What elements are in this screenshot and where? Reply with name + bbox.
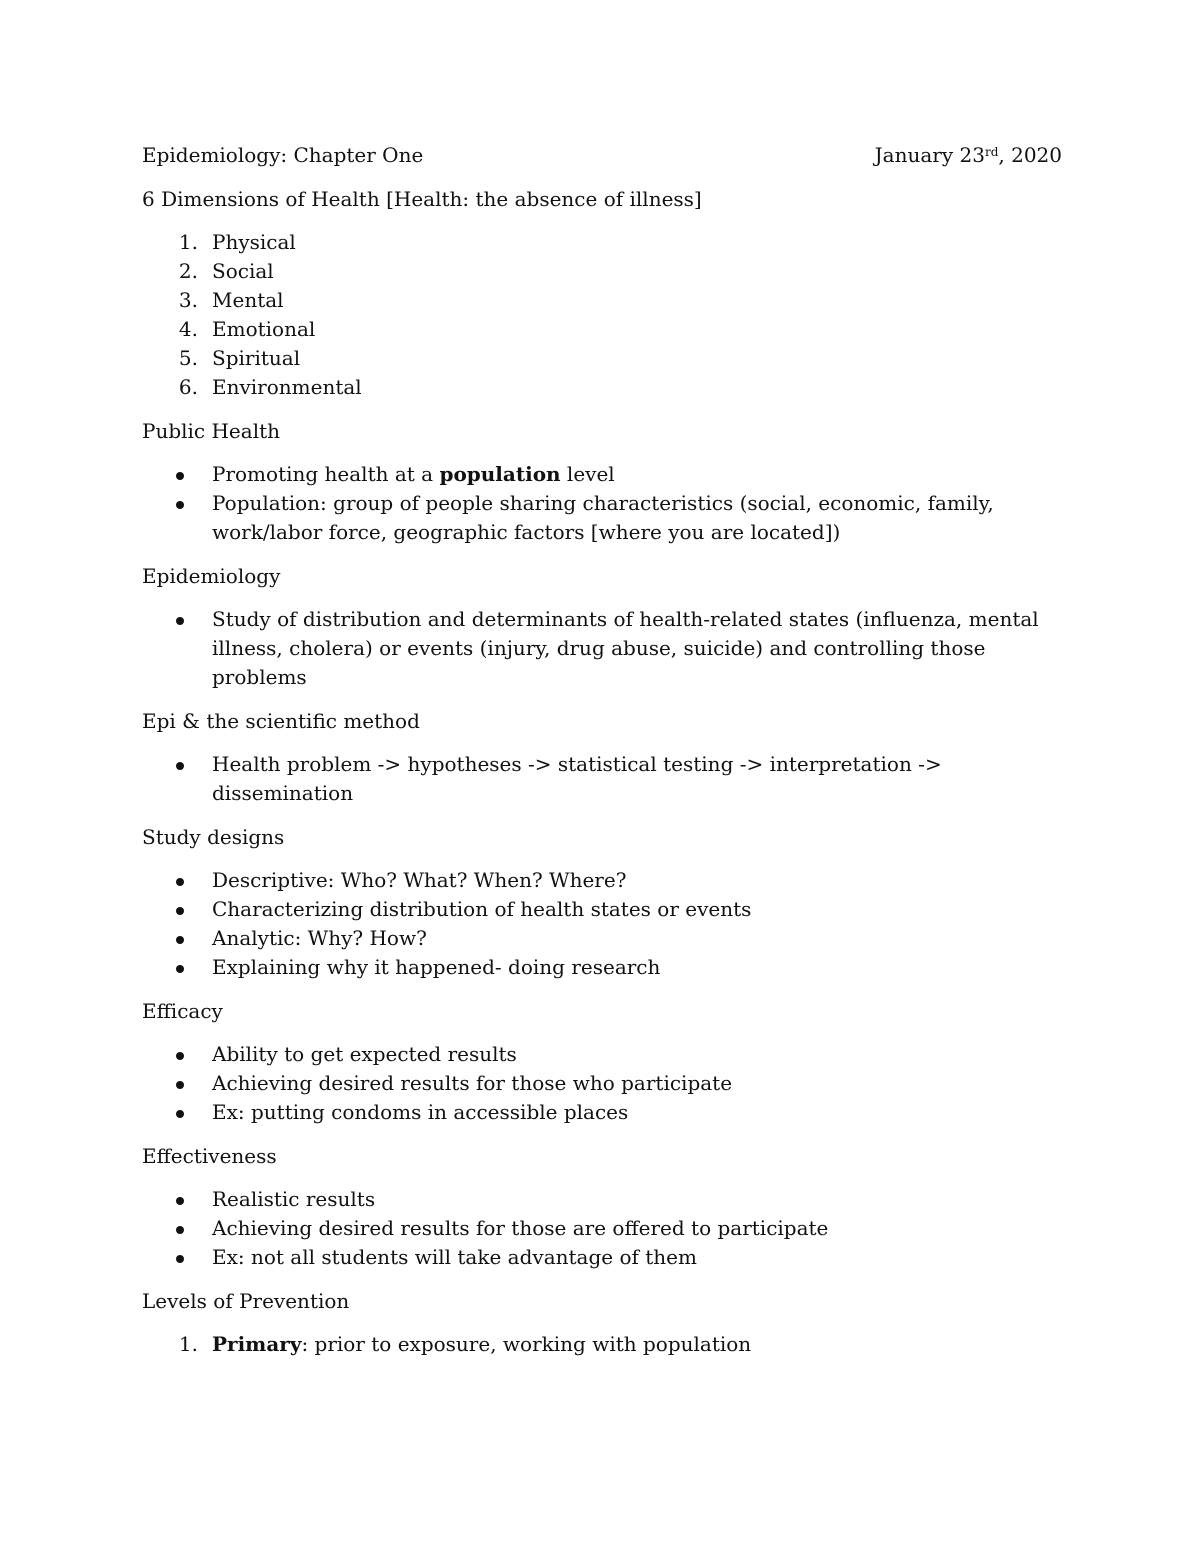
- list-item-text: Spiritual: [212, 346, 301, 370]
- section-heading-public-health: Public Health: [142, 419, 281, 443]
- list-number: 6.: [178, 375, 198, 399]
- document-title: Epidemiology: Chapter One: [142, 143, 424, 167]
- bullet-icon: [176, 1197, 184, 1205]
- bullet-icon: [176, 1255, 184, 1263]
- list-number: 2.: [178, 259, 198, 283]
- list-item: [142, 1185, 1062, 1214]
- bullet-icon: [176, 1226, 184, 1234]
- document-page: [142, 140, 1062, 1373]
- bullet-icon: [176, 1110, 184, 1118]
- list-item: [142, 286, 1062, 315]
- list-item-text: Population: group of people sharing characteristics (social, economic, family, work/labor force, geographic factors [where you are located]): [212, 491, 994, 544]
- public-health-list: [142, 460, 1062, 547]
- list-item: [142, 1243, 1062, 1272]
- section-heading-study-designs: Study designs: [142, 825, 285, 849]
- bullet-icon: [176, 878, 184, 886]
- date-main: January 23: [874, 143, 985, 167]
- section-heading-effectiveness: Effectiveness: [142, 1144, 277, 1168]
- bullet-icon: [176, 907, 184, 915]
- list-item-text: Descriptive: Who? What? When? Where?: [212, 868, 627, 892]
- list-item: [142, 373, 1062, 402]
- section-heading-scientific-method: Epi & the scientific method: [142, 709, 420, 733]
- document-date: [875, 140, 1062, 170]
- list-item-text: Achieving desired results for those are offered to participate: [212, 1216, 829, 1240]
- list-item: [142, 257, 1062, 286]
- list-item: [142, 1214, 1062, 1243]
- list-item: [142, 1098, 1062, 1127]
- document-header: [142, 140, 1062, 170]
- list-number: 4.: [178, 317, 198, 341]
- section-heading-epidemiology: Epidemiology: [142, 564, 281, 588]
- list-item-text: Analytic: Why? How?: [212, 926, 427, 950]
- prevention-list: [142, 1330, 1062, 1359]
- bullet-icon: [176, 936, 184, 944]
- list-item: [142, 1330, 1062, 1359]
- date-tail: , 2020: [998, 143, 1062, 167]
- efficacy-list: [142, 1040, 1062, 1127]
- list-number: 5.: [178, 346, 198, 370]
- list-item-text: Ex: putting condoms in accessible places: [212, 1100, 629, 1124]
- list-item: [142, 605, 1062, 692]
- list-item: [142, 866, 1062, 895]
- bold-term: Primary: [212, 1332, 302, 1356]
- section-heading-dimensions: 6 Dimensions of Health [Health: the absence of illness]: [142, 187, 702, 211]
- list-item: [142, 1069, 1062, 1098]
- list-item: [142, 460, 1062, 489]
- list-item-text: Mental: [212, 288, 284, 312]
- dimensions-list: [142, 228, 1062, 402]
- list-item-text: Social: [212, 259, 274, 283]
- effectiveness-list: [142, 1185, 1062, 1272]
- list-item: [142, 228, 1062, 257]
- list-item: [142, 895, 1062, 924]
- bullet-icon: [176, 1052, 184, 1060]
- study-designs-list: [142, 866, 1062, 982]
- list-item-text: : prior to exposure, working with population: [301, 1332, 752, 1356]
- list-item-text: Explaining why it happened- doing research: [212, 955, 661, 979]
- list-number: 1.: [178, 1332, 198, 1356]
- list-item-text: Ability to get expected results: [212, 1042, 517, 1066]
- bullet-icon: [176, 501, 184, 509]
- list-item-text: Ex: not all students will take advantage of them: [212, 1245, 697, 1269]
- bullet-icon: [176, 762, 184, 770]
- list-item-text: Physical: [212, 230, 296, 254]
- list-item-text: Characterizing distribution of health states or events: [212, 897, 752, 921]
- list-number: 1.: [178, 230, 198, 254]
- date-superscript: rd: [984, 145, 999, 159]
- bullet-icon: [176, 965, 184, 973]
- list-item: [142, 315, 1062, 344]
- section-heading-prevention: Levels of Prevention: [142, 1289, 350, 1313]
- list-item-text: Promoting health at a: [212, 462, 440, 486]
- list-item: [142, 489, 1062, 547]
- list-number: 3.: [178, 288, 198, 312]
- scientific-method-list: [142, 750, 1062, 808]
- bold-term: population: [439, 462, 561, 486]
- list-item-text: Health problem -> hypotheses -> statistical testing -> interpretation -> dissemination: [212, 752, 942, 805]
- list-item-text: Achieving desired results for those who participate: [212, 1071, 733, 1095]
- bullet-icon: [176, 1081, 184, 1089]
- list-item: [142, 924, 1062, 953]
- list-item-text: Study of distribution and determinants of health-related states (influenza, mental illness, cholera) or events (injury, drug abuse, suicide) and controlling those problems: [212, 607, 1039, 689]
- list-item-text: Environmental: [212, 375, 362, 399]
- epidemiology-list: [142, 605, 1062, 692]
- list-item: [142, 1040, 1062, 1069]
- list-item: [142, 750, 1062, 808]
- bullet-icon: [176, 617, 184, 625]
- section-heading-efficacy: Efficacy: [142, 999, 223, 1023]
- list-item-text: Emotional: [212, 317, 316, 341]
- list-item-text: Realistic results: [212, 1187, 376, 1211]
- list-item-text: level: [560, 462, 615, 486]
- list-item: [142, 953, 1062, 982]
- list-item: [142, 344, 1062, 373]
- bullet-icon: [176, 472, 184, 480]
